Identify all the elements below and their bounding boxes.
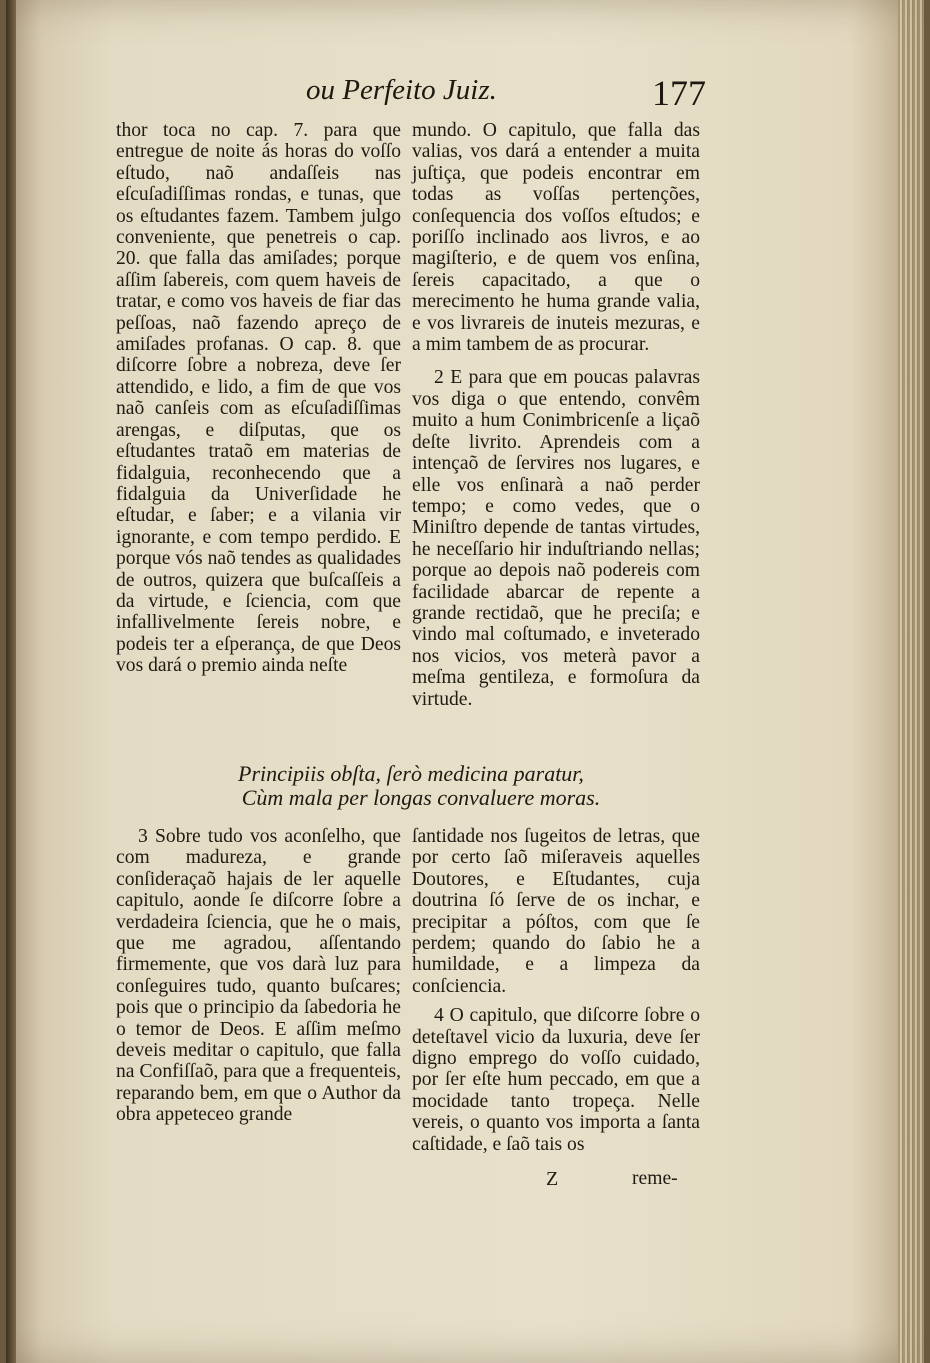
paragraph: 4 O capitulo, que diſcorre ſobre o deteſtavel vicio da luxuria, deve ſer digno emprego do voſſo cuidado, por ſer eſte hum peccado, em que a mocidade tanto tropeça. Nelle vereis, o quanto vos importa a ſanta caſtidade, e ſaõ tais os (412, 1005, 700, 1155)
page-number: 177 (652, 73, 706, 113)
book-page (6, 0, 924, 1363)
page-edges (898, 0, 924, 1363)
latin-quote (116, 762, 706, 810)
book-spine (6, 0, 16, 1363)
quote-line-1: Principiis obſta, ſerò medicina paratur, (238, 761, 584, 786)
paragraph: 3 Sobre tudo vos aconſelho, que com madureza, e grande conſideraçaõ hajais de ler aquelle capitulo, aonde ſe diſcorre ſobre a verdadeira ſciencia, que he o mais, que me agradou, aſſentando firmemente, que vos darà luz para conſeguires tudo, quanto buſcares; pois que o principio da ſabedoria he o temor de Deos. E aſſim meſmo deveis meditar o capitulo, que falla na Confiſſaõ, para que a frequenteis, reparando bem, em que o Author da obra appeteceo grande (116, 826, 401, 1126)
signature-mark: Z (546, 1168, 559, 1190)
bottom-left-column (116, 826, 401, 1126)
catchword: reme- (632, 1168, 678, 1189)
paragraph: thor toca no cap. 7. para que entregue de noite ás horas do voſſo eſtudo, naõ andaſſeis nas eſcuſadiſſimas rondas, e tunas, que os eſtudantes fazem. Tambem julgo conveniente, que penetreis o cap. 20. que falla das amiſades; porque aſſim ſabereis, com quem haveis de tratar, e como vos haveis de fiar das peſſoas, naõ fazendo apreço de amiſades profanas. O cap. 8. que diſcorre ſobre a nobreza, deve ſer attendido, e lido, a fim de que vos naõ canſeis com as eſcuſadiſſimas arengas, e diſputas, que os eſtudantes trataõ em materias de fidalguia, reconhecendo que a fidalguia da Univerſidade he eſtudar, e ſaber; e a vilania vir ignorante, e com tempo perdido. E porque vós naõ tendes as qualidades de outros, quizera que buſcaſſeis a da virtude, e ſciencia, com que infallivelmente ſereis nobre, e podeis ter a eſperança, de que Deos vos dará o premio ainda neſte (116, 120, 401, 677)
running-title: ou Perfeito Juiz. (306, 74, 497, 106)
paragraph: mundo. O capitulo, que falla das valias, vos dará a entender a muita juſtiça, que podeis encontrar em todas as voſſas pertenções, conſequencia dos voſſos eſtudos; e poriſſo inclinado aos livros, e ao magiſterio, e de quem vos enſina, ſereis capacitado, a que o merecimento he huma grande valia, e vos livrareis de inuteis mezuras, e a mim tambem de as procurar. (412, 120, 700, 356)
paragraph: 2 E para que em poucas palavras vos diga o que entendo, convêm muito a hum Conimbricenſe a liçaõ deſte livrito. Aprendeis com a intençaõ de ſervires nos lugares, e elle vos enſinarà a naõ perder tempo; e como vedes, que o Miniſtro depende de tantas virtudes, he neceſſario hir induſtriando nellas; porque ao depois naõ podereis com facilidade abarcar de repente a grande rectidaõ, que he preciſa; e vindo mal coſtumado, e inveterado nos vicios, vos meterà pavor a meſma gentileza, e formoſura da virtude. (412, 367, 700, 710)
page-header (116, 74, 706, 114)
bottom-right-column (412, 826, 700, 1155)
paragraph: ſantidade nos ſugeitos de letras, que por certo ſaõ miſeraveis aquelles Doutores, e Eſtudantes, cuja doutrina ſó ſerve de os inchar, e precipitar a póſtos, com que ſe perdem; quando do ſabio he a humildade, e a limpeza da conſciencia. (412, 826, 700, 997)
top-left-column (116, 120, 401, 677)
top-right-column (412, 120, 700, 710)
quote-line-2: Cùm mala per longas convaluere moras. (241, 785, 601, 810)
